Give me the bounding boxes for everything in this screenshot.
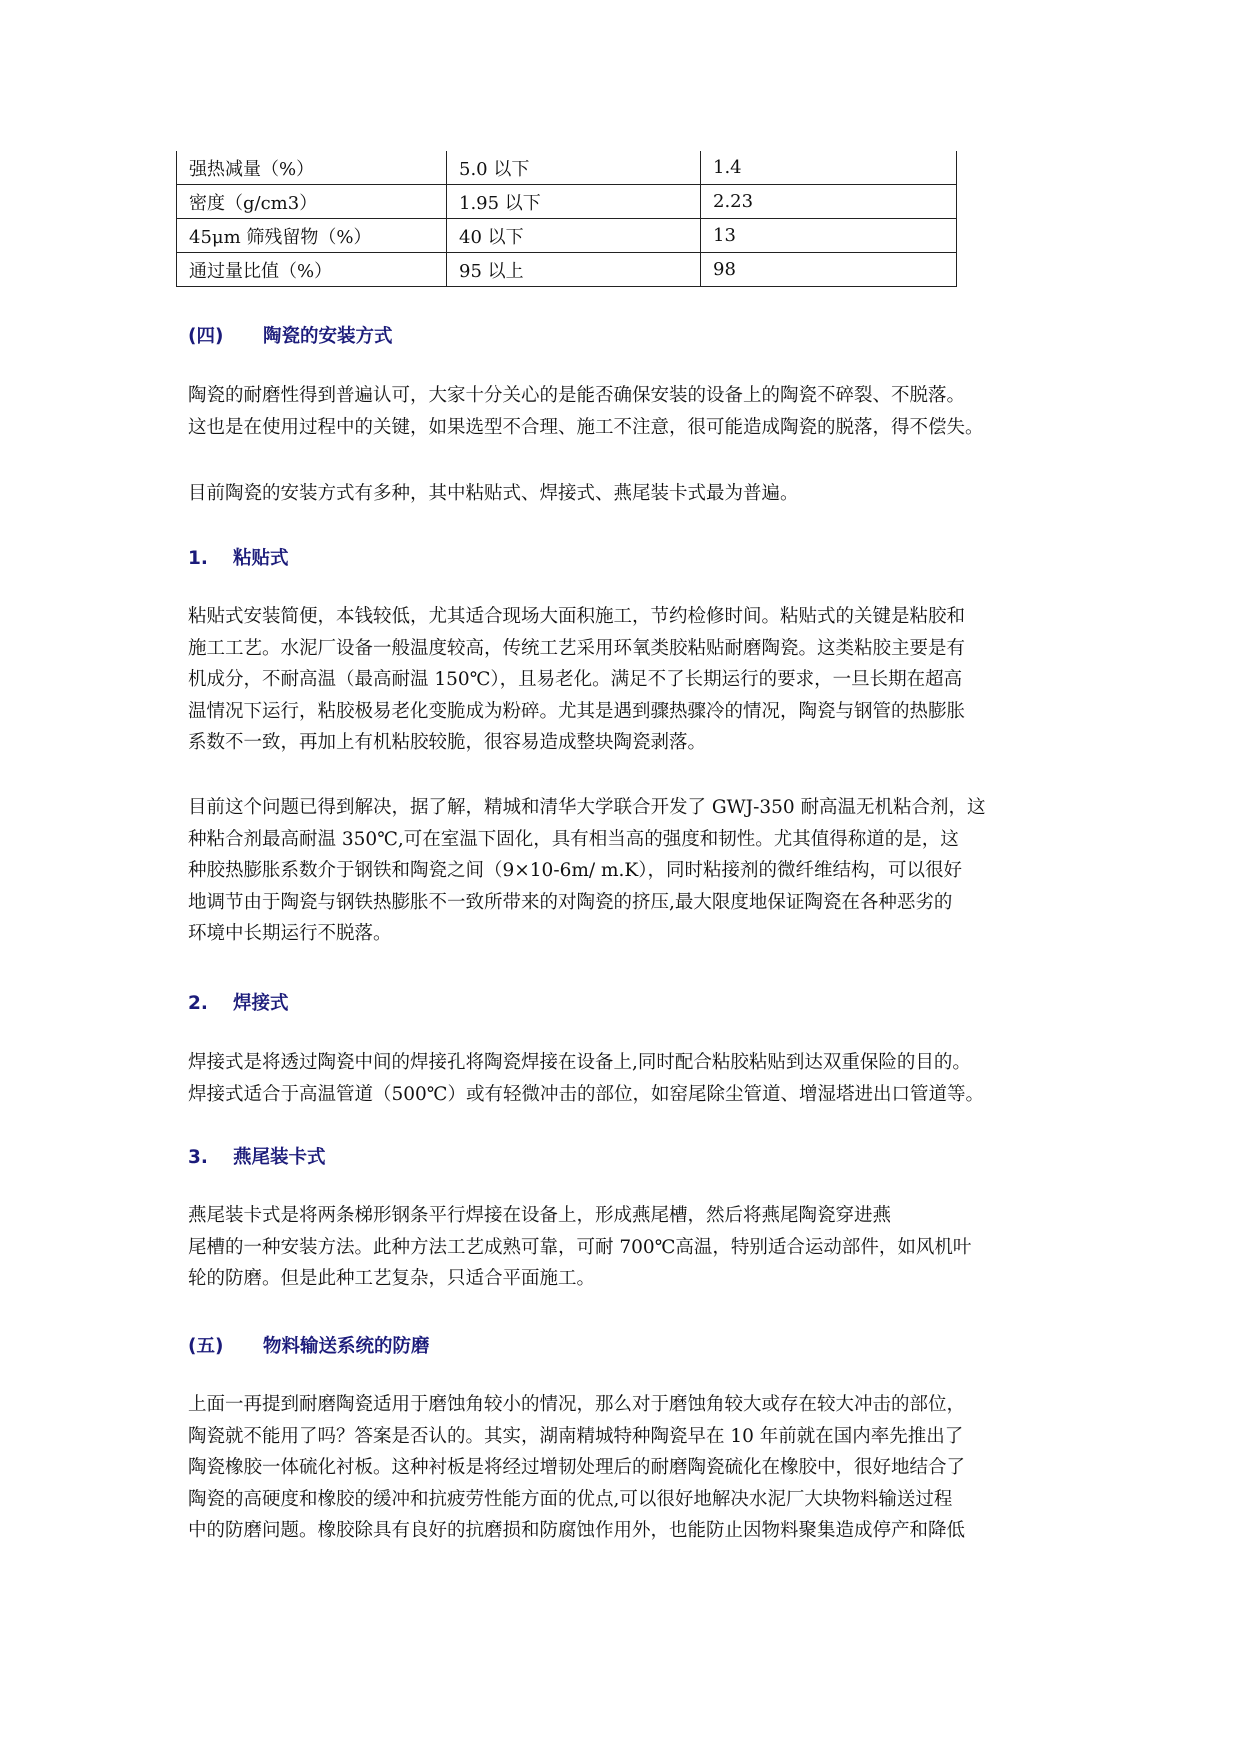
- table-cell: 95 以上: [447, 253, 701, 287]
- paragraph: 粘贴式安装简便，本钱较低，尤其适合现场大面积施工，节约检修时间。粘贴式的关键是粘胶和 施工工艺。水泥厂设备一般温度较高，传统工艺采用环氧类胶粘贴耐磨陶瓷。这类粘胶主要是有 机成分，不耐高温（最高耐温 150℃），且易老化。满足不了长期运行的要求，一旦长期在超高 温情况下运行，粘胶极易老化变脆成为粉碎。尤其是遇到骤热骤冷的情况，陶瓷与钢管的热膨胀 系数不一致，再加上有机粘胶较脆，很容易造成整块陶瓷剥落。: [188, 606, 966, 753]
- subsection-title: 燕尾装卡式: [233, 1147, 326, 1168]
- properties-table: [176, 151, 957, 287]
- section-number: (五): [188, 1336, 224, 1357]
- table-cell: 1.95 以下: [447, 185, 701, 219]
- table-row: [177, 151, 957, 185]
- paragraph: 目前陶瓷的安装方式有多种，其中粘贴式、焊接式、燕尾装卡式最为普遍。: [188, 483, 799, 504]
- paragraph: 上面一再提到耐磨陶瓷适用于磨蚀角较小的情况，那么对于磨蚀角较大或存在较大冲击的部位， 陶瓷就不能用了吗？答案是否认的。其实，湖南精城特种陶瓷早在 10 年前就在国内率先推出了 陶瓷橡胶一体硫化衬板。这种衬板是将经过增韧处理后的耐磨陶瓷硫化在橡胶中，很好地结合了 陶瓷的高硬度和橡胶的缓冲和抗疲劳性能方面的优点,可以很好地解决水泥厂大块物料输送过程 中的防磨问题。橡胶除具有良好的抗磨损和防腐蚀作用外，也能防止因物料聚集造成停产和降低: [188, 1394, 966, 1541]
- table-cell: 45μm 筛残留物（%）: [177, 219, 447, 253]
- subsection-title: 粘贴式: [233, 548, 289, 569]
- subsection-title: 焊接式: [233, 993, 289, 1014]
- table-cell: 通过量比值（%）: [177, 253, 447, 287]
- table-cell: 13: [701, 219, 957, 253]
- table-row: [177, 219, 957, 253]
- table-cell: 40 以下: [447, 219, 701, 253]
- section-number: (四): [188, 326, 224, 347]
- table-cell: 1.4: [701, 151, 957, 185]
- section-heading-4: [188, 322, 393, 348]
- subsection-heading-2: [188, 989, 289, 1015]
- table-row: [177, 253, 957, 287]
- table-row: [177, 185, 957, 219]
- table-cell: 5.0 以下: [447, 151, 701, 185]
- subsection-number: 2.: [188, 993, 208, 1014]
- table-cell: 98: [701, 253, 957, 287]
- paragraph: 目前这个问题已得到解决，据了解，精城和清华大学联合开发了 GWJ-350 耐高温无机粘合剂，这 种粘合剂最高耐温 350℃,可在室温下固化，具有相当高的强度和韧性。尤其值得称道的是，这 种胶热膨胀系数介于钢铁和陶瓷之间（9×10-6m/ m.K），同时粘接剂的微纤维结构，可以很好 地调节由于陶瓷与钢铁热膨胀不一致所带来的对陶瓷的挤压,最大限度地保证陶瓷在各种恶劣的 环境中长期运行不脱落。: [188, 797, 986, 944]
- subsection-number: 1.: [188, 548, 208, 569]
- subsection-heading-3: [188, 1143, 326, 1169]
- table-cell: 2.23: [701, 185, 957, 219]
- paragraph: 焊接式是将透过陶瓷中间的焊接孔将陶瓷焊接在设备上,同时配合粘胶粘贴到达双重保险的目的。 焊接式适合于高温管道（500℃）或有轻微冲击的部位，如窑尾除尘管道、增湿塔进出口管道等。: [188, 1052, 985, 1105]
- section-title: 物料输送系统的防磨: [263, 1336, 430, 1357]
- subsection-heading-1: [188, 544, 289, 570]
- section-title: 陶瓷的安装方式: [263, 326, 393, 347]
- table-cell: 密度（g/cm3）: [177, 185, 447, 219]
- subsection-number: 3.: [188, 1147, 208, 1168]
- table-cell: 强热减量（%）: [177, 151, 447, 185]
- paragraph: 陶瓷的耐磨性得到普遍认可，大家十分关心的是能否确保安装的设备上的陶瓷不碎裂、不脱落。 这也是在使用过程中的关键，如果选型不合理、施工不注意，很可能造成陶瓷的脱落，得不偿失。: [188, 385, 984, 438]
- section-heading-5: [188, 1332, 430, 1358]
- paragraph: 燕尾装卡式是将两条梯形钢条平行焊接在设备上，形成燕尾槽，然后将燕尾陶瓷穿进燕 尾槽的一种安装方法。此种方法工艺成熟可靠，可耐 700℃高温，特别适合运动部件，如风机叶 轮的防磨。但是此种工艺复杂，只适合平面施工。: [188, 1205, 972, 1289]
